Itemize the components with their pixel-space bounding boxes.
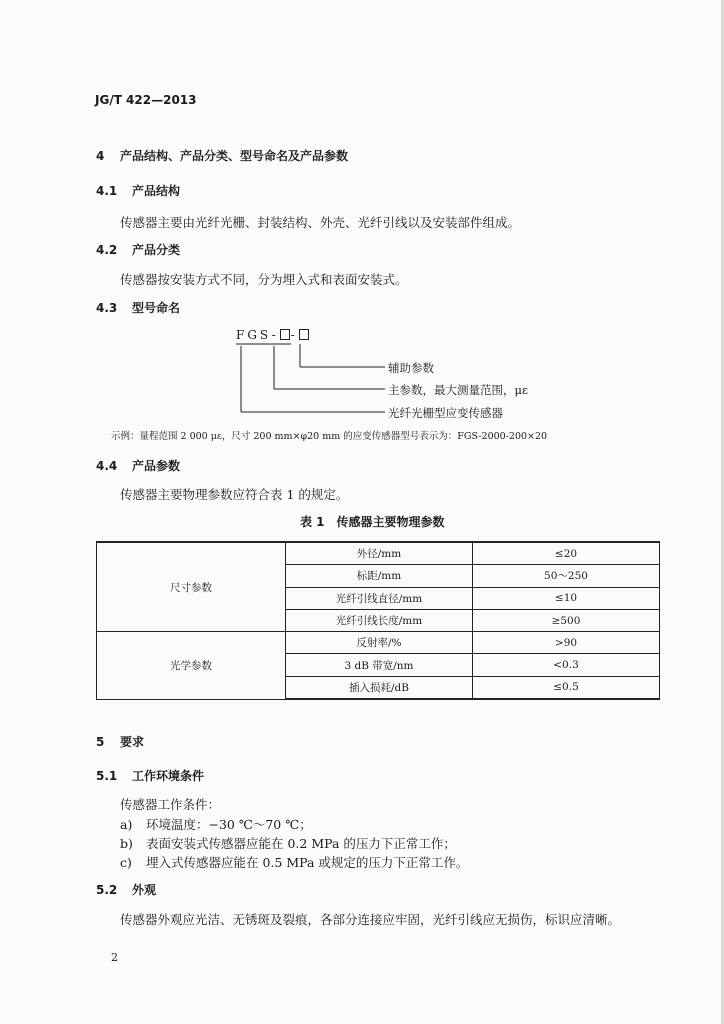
param-cell: 光纤引线直径/mm: [286, 587, 473, 609]
section-5-heading: [96, 733, 144, 750]
list-item-text: 表面安装式传感器应能在 0.2 MPa 的压力下正常工作；: [146, 836, 456, 851]
label-aux-parameter: 辅助参数: [388, 361, 434, 375]
section-5-1-intro: 传感器工作条件：: [120, 797, 221, 812]
section-title: 外观: [132, 883, 157, 897]
model-code-prefix: FGS: [236, 328, 272, 342]
section-number: 4.3: [96, 301, 118, 315]
section-5-2-text: 传感器外观应光洁、无锈斑及裂痕，各部分连接应牢固，光纤引线应无损伤，标识应清晰。: [120, 912, 621, 927]
table-row: [97, 632, 660, 654]
section-4-2-text: 传感器按安装方式不同，分为埋入式和表面安装式。: [120, 272, 408, 287]
section-number: 5.1: [96, 769, 118, 783]
section-4-4-text: 传感器主要物理参数应符合表 1 的规定。: [120, 487, 349, 502]
section-number: 4.1: [96, 184, 118, 198]
section-title: 产品参数: [132, 459, 181, 473]
list-item-text: 环境温度：−30 ℃～70 ℃；: [146, 817, 312, 832]
table-1-caption: 表 1 传感器主要物理参数: [300, 515, 445, 529]
list-item: [120, 853, 468, 871]
section-number: 5: [96, 735, 105, 749]
param-cell: 标距/mm: [286, 565, 473, 587]
param-cell: 光纤引线长度/mm: [286, 609, 473, 631]
param-cell: 外径/mm: [286, 542, 473, 565]
model-example-note: 示例：量程范围 2 000 με，尺寸 200 mm×φ20 mm 的应变传感器型号表示为：FGS-2000-200×20: [111, 431, 548, 442]
value-cell: >90: [473, 632, 660, 654]
table-row: [97, 542, 660, 565]
list-item-label: a): [120, 817, 133, 832]
section-title: 要求: [120, 735, 145, 749]
section-title: 工作环境条件: [132, 769, 205, 783]
section-title: 产品分类: [132, 243, 181, 257]
section-4-1-text: 传感器主要由光纤光栅、封装结构、外壳、光纤引线以及安装部件组成。: [120, 215, 521, 230]
section-4-4-heading: [96, 457, 180, 474]
list-item: [120, 815, 312, 833]
section-number: 4.2: [96, 243, 118, 257]
section-5-1-heading: [96, 767, 204, 784]
sensor-parameters-table: [96, 541, 660, 700]
param-cell: 3 dB 带宽/nm: [286, 654, 473, 676]
group-dimension-parameters: 尺寸参数: [97, 542, 286, 632]
standard-number: JG/T 422—2013: [95, 93, 197, 107]
section-5-2-heading: [96, 881, 156, 898]
model-naming-diagram-lines: [0, 0, 724, 430]
page-number: 2: [111, 951, 118, 964]
section-title: 产品结构: [132, 184, 181, 198]
list-item-label: b): [120, 836, 133, 851]
param-cell: 插入损耗/dB: [286, 676, 473, 699]
group-optical-parameters: 光学参数: [97, 632, 286, 699]
label-main-parameter: 主参数，最大测量范围，με: [388, 383, 528, 397]
value-cell: ≤10: [473, 587, 660, 609]
model-code-separator: -: [290, 328, 298, 342]
section-title: 产品结构、产品分类、型号命名及产品参数: [120, 149, 349, 163]
value-cell: ≤20: [473, 542, 660, 565]
param-cell: 反射率/%: [286, 632, 473, 654]
value-cell: <0.3: [473, 654, 660, 676]
section-title: 型号命名: [132, 301, 181, 315]
value-cell: ≥500: [473, 609, 660, 631]
label-sensor-type: 光纤光栅型应变传感器: [388, 406, 503, 420]
list-item-text: 埋入式传感器应能在 0.5 MPa 或规定的压力下正常工作。: [146, 855, 469, 870]
section-number: 4: [96, 149, 105, 163]
list-item: [120, 834, 456, 852]
model-code-separator: -: [271, 328, 279, 342]
section-number: 5.2: [96, 883, 118, 897]
value-cell: 50～250: [473, 565, 660, 587]
list-item-label: c): [120, 855, 132, 870]
section-number: 4.4: [96, 459, 118, 473]
value-cell: ≤0.5: [473, 676, 660, 699]
